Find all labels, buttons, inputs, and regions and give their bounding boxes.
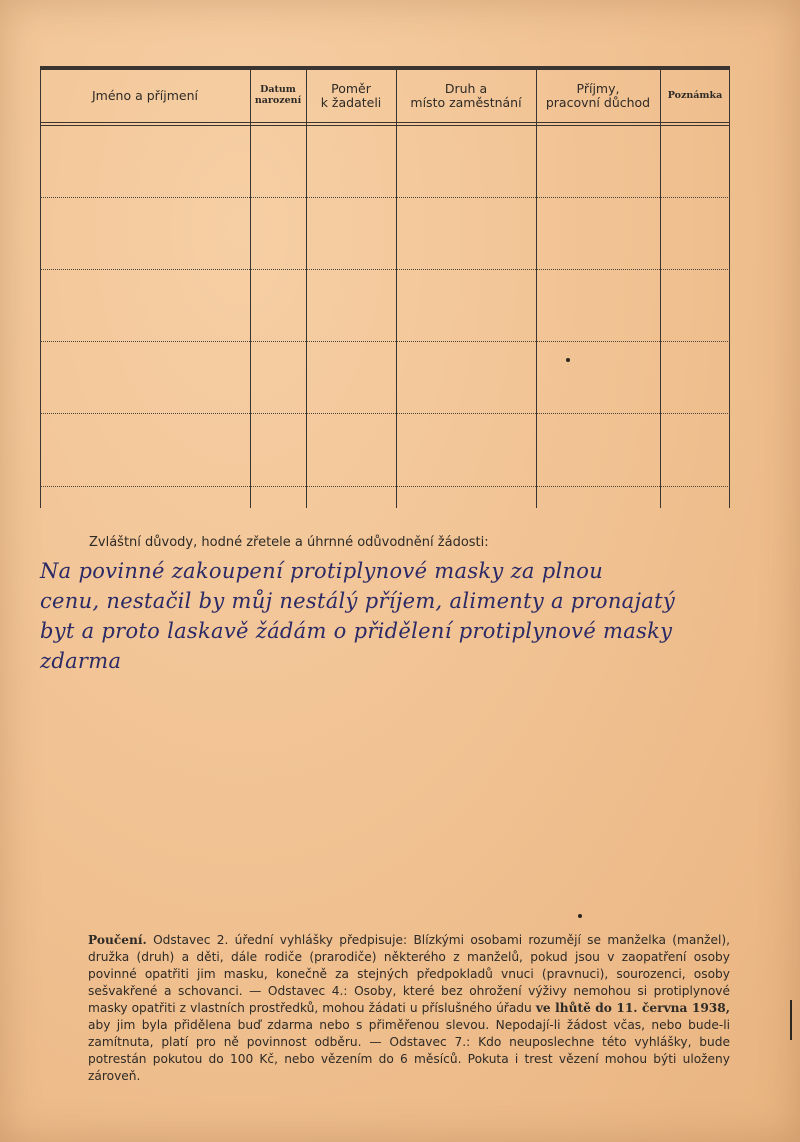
special-reasons-label: Zvláštní důvody, hodné zřetele a úhrnné odůvodnění žádosti: <box>89 535 489 550</box>
table-row <box>40 197 730 198</box>
notice-heading: Poučení. <box>88 933 147 947</box>
edge-mark <box>790 1000 792 1040</box>
table-row <box>40 269 730 270</box>
instructions-notice <box>88 932 730 1085</box>
notice-deadline: ve lhůtě do 11. června 1938, <box>535 1001 731 1015</box>
header-birth-date: Datum narození <box>254 84 302 106</box>
notice-text: Odstavec 2. úřední vyhlášky předpisuje: Blízkými osobami rozumějí se manželka (manžel), družka (druh) a děti, dále rodiče (prarodiče) některého z manželů, pokud jsou v zaopatření osoby povinné opatřiti jim masku, konečně za stejných předpokladů vnuci (pravnuci), sourozenci, osoby sešvakřené a schovanci. — Odstavec 4.: Osoby, které bez ohrožení výživy nemohou si protiplynové masky opatřiti z vlastních prostředků, mohou žádati u příslušného úřadu <box>88 933 731 1015</box>
table-row <box>40 486 730 487</box>
handwritten-line: zdarma <box>40 649 122 673</box>
table-row <box>40 413 730 414</box>
column-line <box>250 70 251 508</box>
family-members-table <box>40 70 730 508</box>
header-income: Příjmy, pracovní důchod <box>545 80 651 110</box>
ink-speck <box>566 358 570 362</box>
header-bottom-rule <box>40 125 730 126</box>
table-header <box>40 70 730 123</box>
header-relation: Poměr k žadateli <box>320 80 382 110</box>
column-line <box>396 70 397 508</box>
column-line <box>536 70 537 508</box>
column-line <box>306 70 307 508</box>
column-line <box>40 70 41 508</box>
header-employment: Druh a místo zaměstnání <box>410 80 522 110</box>
table-row <box>40 341 730 342</box>
handwritten-line: cenu, nestačil by můj nestálý příjem, alimenty a pronajatý <box>40 589 675 613</box>
notice-text: aby jim byla přidělena buď zdarma nebo s přiměřenou slevou. Nepodají-li žádost včas, nebo bude-li zamítnuta, platí pro ně povinnost odběru. — Odstavec 7.: Kdo neuposlechne této vyhlášky, bude potrestán pokutou do 100 Kč, nebo vězením do 6 měsíců. Pokuta i trest vězení mohou býti uloženy zároveň. <box>88 1018 730 1083</box>
handwritten-line: Na povinné zakoupení protiplynové masky za plnou <box>40 559 604 583</box>
header-note: Poznámka <box>667 89 723 101</box>
header-name: Jméno a příjmení <box>91 87 198 103</box>
ink-speck <box>578 914 582 918</box>
handwritten-line: byt a proto laskavě žádám o přidělení protiplynové masky <box>40 619 673 643</box>
column-line <box>660 70 661 508</box>
handwritten-justification <box>40 556 780 676</box>
column-line <box>729 70 730 508</box>
